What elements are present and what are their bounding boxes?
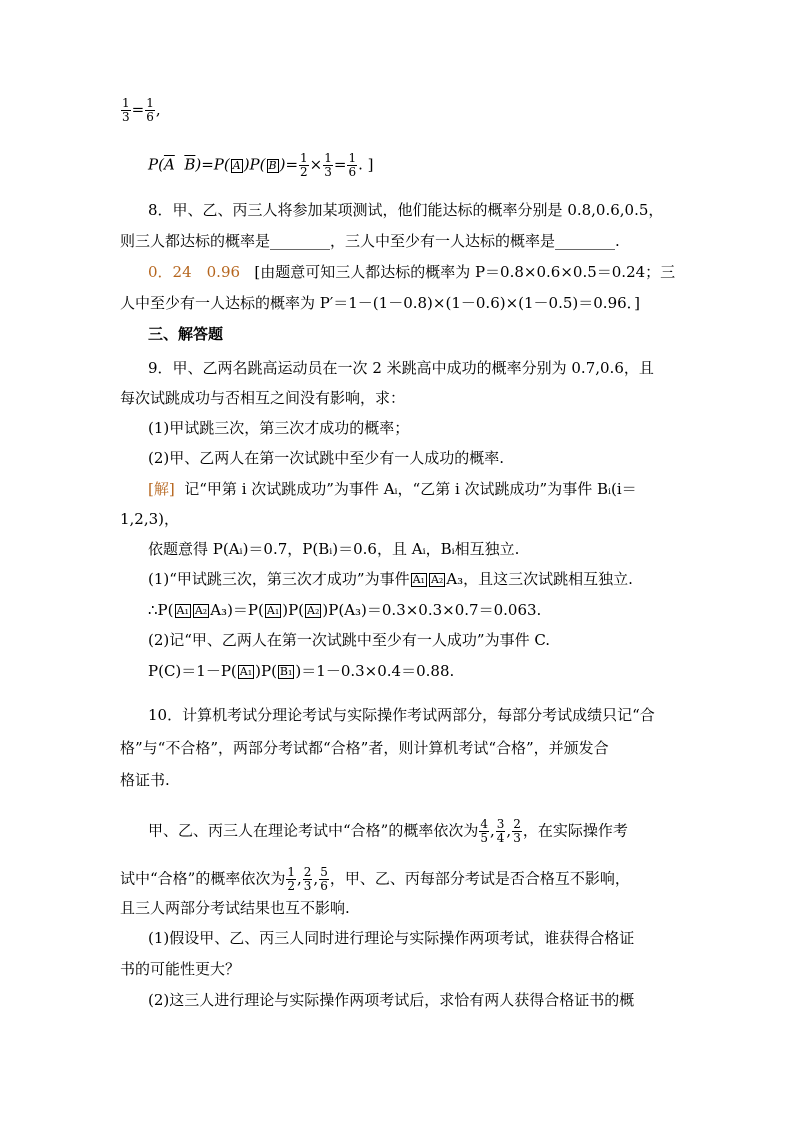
question-9-part-2: (2)甲、乙两人在第一次试跳中至少有一人成功的概率. — [148, 449, 505, 467]
question-10-part-1-line-2: 书的可能性更大？ — [120, 960, 241, 978]
solution-9-line-6: (2)记“甲、乙两人在第一次试跳中至少有一人成功”为事件 C. — [148, 631, 551, 649]
boxed-symbol: A — [232, 158, 241, 172]
boxed-symbol: A₁ — [176, 604, 189, 617]
fraction — [323, 152, 333, 179]
fraction — [319, 866, 329, 893]
boxed-symbol: B — [268, 158, 277, 172]
denominator: 3 — [324, 165, 332, 179]
numerator: 1 — [146, 96, 154, 110]
solution-9-line-2: 1,2,3)， — [120, 510, 180, 528]
text: A₃)＝P( — [210, 601, 264, 619]
solution-9-line-5 — [148, 600, 541, 620]
text: P(C)＝1－P( — [148, 662, 237, 680]
numerator: 1 — [122, 96, 130, 110]
text: (1)“甲试跳三次，第三次才成功”为事件 — [148, 570, 410, 588]
answer-values: 0．24 0.96 — [148, 263, 241, 281]
fraction — [121, 97, 131, 124]
denominator: 6 — [320, 879, 328, 893]
text: 甲、乙、丙三人在理论考试中“合格”的概率依次为 — [148, 821, 479, 840]
answer-8-line-2: 人中至少有一人达标的概率为 P′＝1－(1－0.8)×(1－0.6)×(1－0.5)＝0.96．] — [120, 294, 641, 312]
fraction — [303, 866, 313, 893]
text: 记“甲第 i 次试跳成功”为事件 Aᵢ，“乙第 i 次试跳成功”为事件 Bᵢ(i＝ — [184, 480, 637, 498]
solution-9-line-1 — [148, 479, 637, 499]
question-9-line-1: 9．甲、乙两名跳高运动员在一次 2 米跳高中成功的概率分别为 0.7,0.6，且 — [148, 359, 654, 377]
numerator: 3 — [496, 817, 505, 831]
solution-9-line-7 — [148, 661, 454, 681]
text: )P( — [282, 601, 305, 619]
question-10-part-2-line-1: (2)这三人进行理论与实际操作两项考试后，求恰有两人获得合格证书的概 — [148, 991, 635, 1009]
question-10-line-6: 且三人两部分考试结果也互不影响. — [120, 899, 350, 917]
text: . ] — [358, 155, 374, 174]
fraction — [299, 152, 309, 179]
fraction — [145, 97, 155, 124]
numerator: 2 — [513, 817, 521, 831]
denominator: 3 — [303, 879, 312, 893]
solution-9-line-4 — [148, 569, 633, 589]
denominator: 3 — [513, 831, 521, 845]
text: )P( — [243, 155, 266, 174]
numerator: 1 — [324, 151, 332, 165]
text: 试中“合格”的概率依次为 — [120, 869, 286, 888]
text: ，甲、乙、丙每部分考试是否合格互不影响， — [329, 869, 630, 888]
fraction — [512, 818, 522, 845]
numerator: 5 — [320, 865, 328, 879]
question-10-line-2: 格”与“不合格”，两部分考试都“合格”者，则计算机考试“合格”，并颁发合 — [120, 739, 609, 757]
fraction — [347, 152, 357, 179]
denominator: 2 — [300, 165, 308, 179]
question-9-part-1: (1)甲试跳三次，第三次才成功的概率； — [148, 419, 410, 437]
text: )P( — [255, 662, 277, 680]
question-10-part-1-line-1: (1)假设甲、乙、丙三人同时进行理论与实际操作两项考试，谁获得合格证 — [148, 929, 635, 947]
text: ∴P( — [148, 601, 174, 619]
complement-a: $\overline{A}$ — [163, 155, 175, 174]
boxed-symbol: A₁ — [239, 665, 253, 678]
question-9-line-2: 每次试跳成功与否相互之间没有影响，求： — [120, 389, 406, 407]
solution-9-line-3: 依题意得 P(Aᵢ)＝0.7，P(Bᵢ)＝0.6，且 Aᵢ，Bᵢ相互独立. — [148, 540, 520, 558]
question-10-line-1: 10．计算机考试分理论考试与实际操作考试两部分，每部分考试成绩只记“合 — [148, 706, 655, 724]
numerator: 1 — [300, 151, 308, 165]
equals-sign: = — [131, 100, 145, 119]
fraction — [286, 866, 296, 893]
text: )＝1－0.3×0.4＝0.88. — [295, 662, 455, 680]
denominator: 2 — [287, 879, 295, 893]
answer-8-line-1 — [148, 262, 675, 282]
numerator: 1 — [287, 865, 295, 879]
question-8-line-2: 则三人都达标的概率是________，三人中至少有一人达标的概率是________. — [120, 232, 620, 250]
equals-sign: = — [333, 155, 347, 174]
solution-tag: [解] — [148, 480, 175, 498]
complement-b: $\overline{B}$ — [184, 155, 196, 174]
times-sign: × — [309, 155, 323, 174]
numerator: 2 — [303, 865, 312, 879]
text: P( — [148, 155, 164, 174]
fraction-line-1 — [120, 97, 161, 124]
numerator: 1 — [348, 151, 357, 165]
text: ，在实际操作考 — [522, 821, 628, 840]
denominator: 6 — [348, 165, 357, 179]
boxed-symbol: A₂ — [307, 604, 320, 617]
question-10-line-3: 格证书. — [120, 771, 170, 789]
denominator: 3 — [122, 110, 130, 124]
boxed-symbol: A₁ — [412, 573, 425, 586]
section-heading: 三、解答题 — [148, 325, 224, 343]
question-10-line-4: 甲、乙、丙三人在理论考试中“合格”的概率依次为 $\frac{4}{5}$ , $\frac{3}{4}$ , $\frac{2}{3}$ ，在实际操作考 — [148, 817, 628, 845]
question-10-line-5: 试中“合格”的概率依次为 $\frac{1}{2}$ , $\frac{2}{3}$ , $\frac{5}{6}$ ，甲、乙、丙每部分考试是否合格互不影响， — [120, 865, 630, 893]
text: )= — [279, 155, 299, 174]
answer-explanation: [由题意可知三人都达标的概率为 P＝0.8×0.6×0.5＝0.24；三 — [254, 263, 676, 281]
comma: , — [155, 100, 161, 119]
text: )P(A₃)＝0.3×0.3×0.7＝0.063. — [322, 601, 542, 619]
question-8-line-1: 8．甲、乙、丙三人将参加某项测试，他们能达标的概率分别是 0.8,0.6,0.5， — [148, 201, 664, 219]
boxed-symbol: A₂ — [430, 573, 444, 586]
probability-line — [148, 152, 373, 179]
numerator: 4 — [480, 817, 488, 831]
denominator: 4 — [496, 831, 505, 845]
boxed-symbol: A₁ — [266, 604, 280, 617]
text: A₃，且这三次试跳相互独立. — [446, 570, 633, 588]
boxed-symbol: B₁ — [279, 665, 293, 678]
text: )=P( — [195, 155, 230, 174]
fraction — [479, 818, 489, 845]
boxed-symbol: A₂ — [194, 604, 208, 617]
fraction — [496, 818, 506, 845]
denominator: 6 — [146, 110, 154, 124]
denominator: 5 — [480, 831, 488, 845]
